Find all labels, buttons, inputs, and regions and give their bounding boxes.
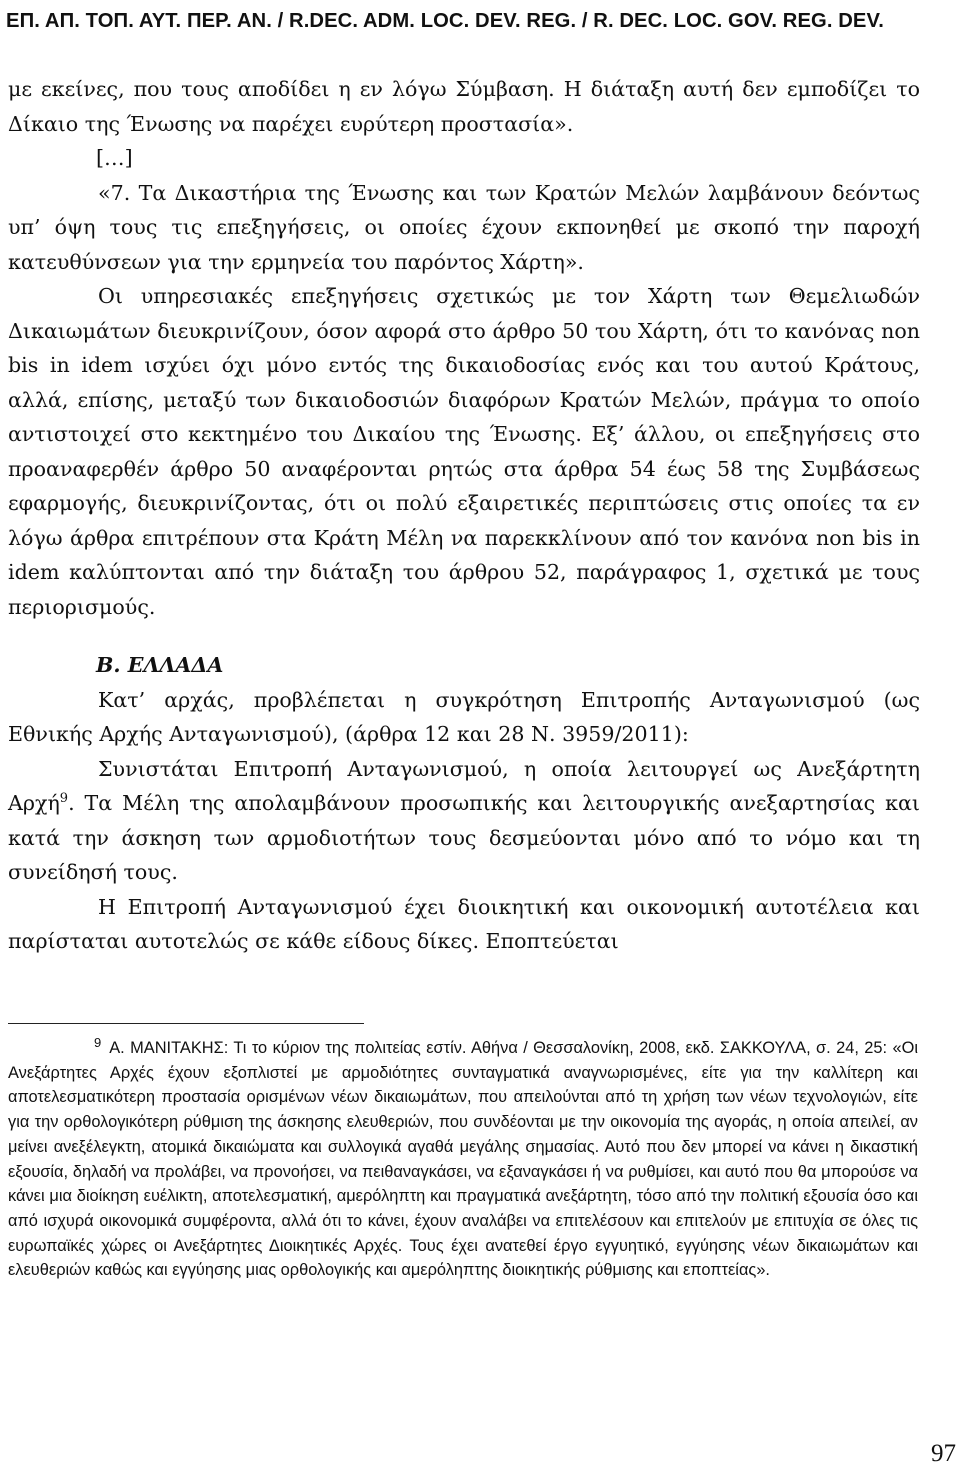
section-heading-greece: Β. ΕΛΛΑΔΑ [96,653,224,677]
paragraph-independent-authority [8,752,920,890]
main-text [8,72,920,959]
footnote-separator [8,1023,364,1024]
paragraph-autonomy: Η Επιτροπή Ανταγωνισμού έχει διοικητική και οικονομική αυτοτέλεια και παρίσταται αυτοτελώς σε κάθε είδους δίκες. Εποπτεύεται [8,894,920,953]
paragraph-quote-end: με εκείνες, που τους αποδίδει η εν λόγω Σύμβαση. Η διάταξη αυτή δεν εμποδίζει το Δίκαιο της Ένωσης να παρέχει ευρύτερη προστασία». [8,77,920,136]
paragraph-article-7: «7. Τα Δικαστήρια της Ένωσης και των Κρατών Μελών λαμβάνουν δεόντως υπ’ όψη τους τις επεξηγήσεις, οι οποίες έχουν εκπονηθεί με σκοπό την παροχή κατευθύνσεων για την ερμηνεία του παρόντος Χάρτη». [8,180,920,274]
footnote-reference[interactable]: 9 [59,791,69,807]
paragraph-text-end: . Τα Μέλη της απολαμβάνουν προσωπικής και λειτουργικής ανεξαρτησίας και κατά την άσκηση των αρμοδιοτήτων τους δεσμεύονται μόνο από το νόμο και τη συνείδησή τους. [8,791,920,884]
page-number: 97 [931,1440,956,1467]
paragraph-text-start: Συνιστάται Επιτροπή Ανταγωνισμού, η οποία λειτουργεί ως Ανεξάρτητη Αρχή [8,756,920,815]
ellipsis-marker: […] [96,146,133,170]
paragraph-competition-commission: Κατ’ αρχάς, προβλέπεται η συγκρότηση Επιτροπής Ανταγωνισμού (ως Εθνικής Αρχής Ανταγωνισμού), (άρθρα 12 και 28 Ν. 3959/2011): [8,687,920,746]
paragraph-explanations: Οι υπηρεσιακές επεξηγήσεις σχετικώς με τον Χάρτη των Θεμελιωδών Δικαιωμάτων διευκρινίζουν, όσον αφορά στο άρθρο 50 του Χάρτη, ότι το κανόνας non bis in idem ισχύει όχι μόνο εντός της δικαιοδοσίας ενός και του αυτού Κράτους, αλλά, επίσης, μεταξύ των δικαιοδοσιών διαφόρων Κρατών Μελών, πράγμα το οποίο αντιστοιχεί στο κεκτημένο του Δικαίου της Ένωσης. Εξ’ άλλου, οι επεξηγήσεις στο προαναφερθέν άρθρο 50 αναφέρονται ρητώς στα άρθρα 54 έως 58 της Συμβάσεως εφαρμογής, διευκρινίζοντας, ότι οι πολύ εξαιρετικές περιπτώσεις στις οποίες τα εν λόγω άρθρα επιτρέπουν στα Κράτη Μέλη να παρεκκλίνουν από τον κανόνα non bis in idem καλύπτονται από την διάταξη του άρθρου 52, παράγραφος 1, σχετικά με τους περιορισμούς. [8,284,920,619]
running-header: ΕΠ. ΑΠ. ΤΟΠ. ΑΥΤ. ΠΕΡ. ΑΝ. / R.DEC. ADM. LOC. DEV. REG. / R. DEC. LOC. GOV. REG. DEV. [6,10,884,32]
footnote [8,1036,918,1283]
footnote-number: 9 [94,1034,102,1050]
footnote-text: Α. ΜΑΝΙΤΑΚΗΣ: Τι το κύριον της πολιτείας εστίν. Αθήνα / Θεσσαλονίκη, 2008, εκδ. ΣΑΚΚΟΥΛΑ, σ. 24, 25: «Οι Ανεξάρτητες Αρχές έχουν εξοπλιστεί με αρμοδιότητες συνταγματικά αναγνωρισμένες, είτε για την καλλίτερη και αποτελεσματικότερη προστασία ορισμένων νέων δικαιωμάτων, που απειλούνται από τη χρήση των νέων τεχνολογιών, είτε για την ορθολογικότερη ρύθμιση της άσκησης ελευθεριών, που συνδέονται με την οικονομία της αγοράς, η οποία απειλεί, αν μείνει ανεξέλεγκτη, ατομικά δικαιώματα και συλλογικά αγαθά μεγάλης σημασίας. Αυτό που δεν μπορεί να κάνει η δικαστική εξουσία, δηλαδή να προλάβει, να προνοήσει, να πειθαναγκάσει, να εξαναγκάσει ή να ρυθμίσει, και αυτό που θα μπορούσε να κάνει μια διοίκηση ευέλικτη, αποτελεσματική, αμερόληπτη και πραγματικά ανεξάρτητη, τόσο από την πολιτική εξουσία όσο και από ισχυρά οικονομικά συμφέροντα, αλλά ότι το κάνει, έχουν αναλάβει να επιτελέσουν και επιτελούν με επιτυχία σε όλες τις ευρωπαϊκές χώρες οι Ανεξάρτητες Διοικητικές Αρχές. Τους έχει ανατεθεί έργο εγγυητικό, εγγύησης νέων δικαιωμάτων και ελευθεριών καθώς και εγγύησης μιας ορθολογικής και αμερόληπτης διοικητικής ρύθμισης και εποπτείας». [8,1039,918,1280]
